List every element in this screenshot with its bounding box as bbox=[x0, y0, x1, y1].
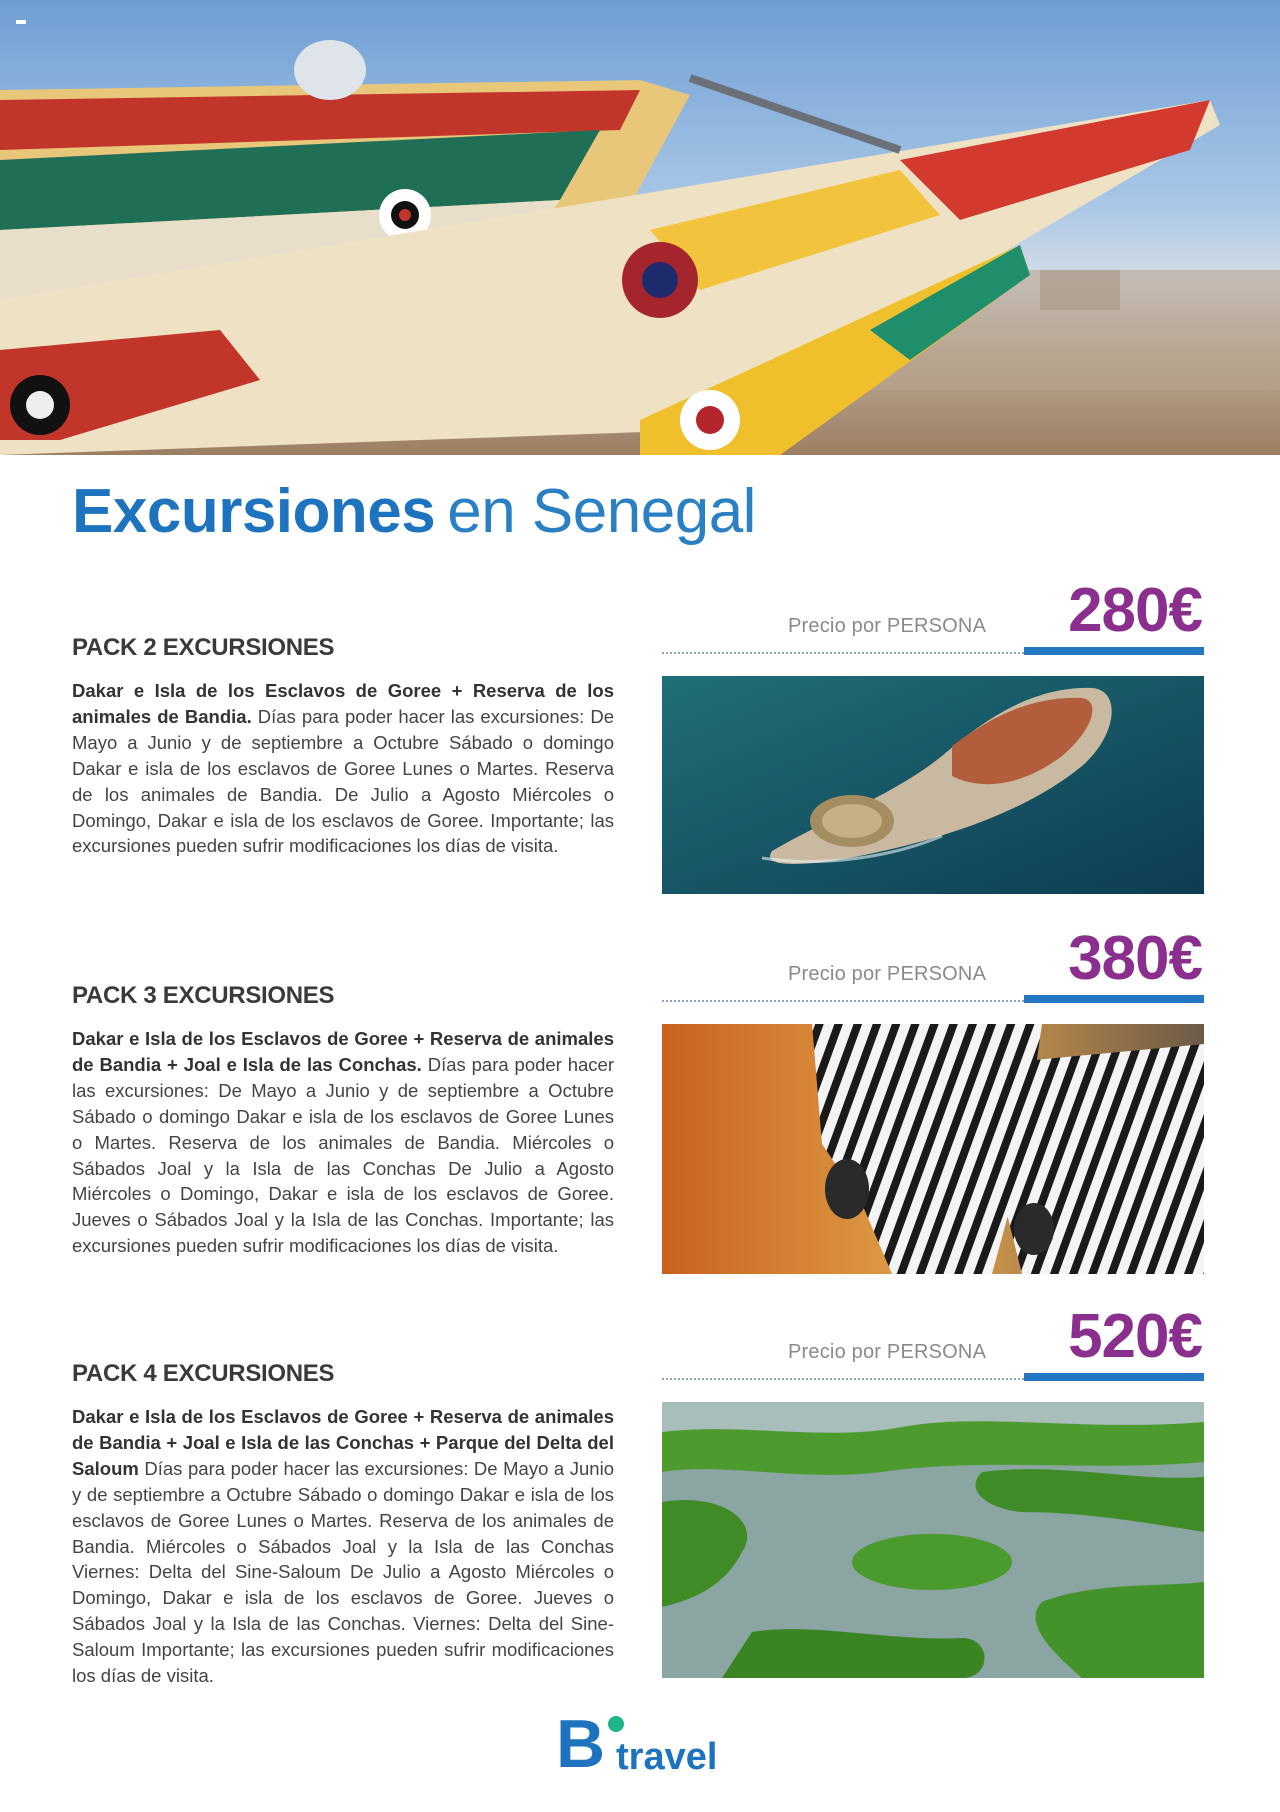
title-bold: Excursiones bbox=[72, 477, 436, 546]
pack-heading: PACK 2 EXCURSIONES bbox=[72, 634, 335, 661]
saloum-delta-photo bbox=[662, 1402, 1204, 1678]
btravel-logo bbox=[556, 1706, 736, 1790]
dotted-rule bbox=[662, 1000, 1024, 1002]
price-bar bbox=[1024, 1373, 1204, 1381]
pack-description bbox=[72, 1404, 614, 1689]
pack-body: Días para poder hacer las excursiones: De Mayo a Junio y de septiembre a Octubre Sábado o domingo Dakar e isla de los esclavos de Goree Lunes o Martes. Reserva de los animales de Bandia. Miércoles o Sábados Joal y la Isla de las Conchas Viernes: Delta del Sine-Saloum De Julio a Agosto Miércoles o Domingo, Dakar e isla de los esclavos de Goree. Jueves o Sábados Joal y la Isla de las Conchas. Viernes: Delta del Sine-Saloum Importante; las excursiones pueden sufrir modificaciones los días de visita. bbox=[72, 1457, 614, 1687]
page-title bbox=[72, 478, 756, 546]
pack-heading: PACK 3 EXCURSIONES bbox=[72, 982, 335, 1009]
logo-word: travel bbox=[616, 1736, 718, 1778]
price-bar bbox=[1024, 647, 1204, 655]
price-label: Precio por PERSONA bbox=[788, 963, 987, 985]
logo-dot bbox=[608, 1716, 624, 1732]
logo-letter: B bbox=[556, 1706, 604, 1782]
goree-island-photo bbox=[662, 676, 1204, 894]
corner-mark bbox=[16, 20, 26, 24]
pack-description bbox=[72, 678, 614, 859]
pack-highlight: Dakar e Isla de los Esclavos de Goree + Reserva de animales de Bandia + Joal e Isla de las Conchas + Parque del Delta del Saloum bbox=[72, 1406, 614, 1479]
price-row-pack-2 bbox=[662, 574, 1204, 654]
pack-description bbox=[72, 1026, 614, 1259]
zebras-photo bbox=[662, 1024, 1204, 1274]
pack-3 bbox=[72, 982, 614, 1259]
pack-body: Días para poder hacer las excursiones: De Mayo a Junio y de septiembre a Octubre Sábado o domingo Dakar e isla de los esclavos de Goree Lunes o Martes. Reserva de los animales de Bandia. Miércoles o Sábados Joal y la Isla de las Conchas De Julio a Agosto Miércoles o Domingo, Dakar e isla de los esclavos de Goree. Jueves o Sábados Joal y la Isla de las Conchas. Importante; las excursiones pueden sufrir modificaciones los días de visita. bbox=[72, 1053, 614, 1257]
price-amount: 280€ bbox=[1068, 576, 1202, 645]
hero-boats-image bbox=[0, 0, 1280, 455]
dotted-rule bbox=[662, 652, 1024, 654]
pack-2 bbox=[72, 634, 614, 859]
price-row-pack-4 bbox=[662, 1300, 1204, 1380]
price-label: Precio por PERSONA bbox=[788, 1341, 987, 1363]
pack-highlight: Dakar e Isla de los Esclavos de Goree + Reserva de los animales de Bandia. bbox=[72, 680, 614, 727]
price-label: Precio por PERSONA bbox=[788, 615, 987, 637]
pack-body: Días para poder hacer las excursiones: De Mayo a Junio y de septiembre a Octubre Sábado o domingo Dakar e isla de los esclavos de Goree Lunes o Martes. Reserva de los animales de Bandia. De Julio a Agosto Miércoles o Domingo, Dakar e isla de los esclavos de Goree. Importante; las excursiones pueden sufrir modificaciones los días de visita. bbox=[72, 705, 615, 857]
price-amount: 520€ bbox=[1068, 1302, 1202, 1371]
pack-highlight: Dakar e Isla de los Esclavos de Goree + Reserva de animales de Bandia + Joal e Isla de las Conchas. bbox=[72, 1028, 614, 1075]
pack-4 bbox=[72, 1360, 614, 1689]
price-amount: 380€ bbox=[1068, 924, 1202, 993]
title-light: en Senegal bbox=[447, 477, 756, 546]
boats-illustration bbox=[0, 0, 1280, 455]
price-bar bbox=[1024, 995, 1204, 1003]
pack-heading: PACK 4 EXCURSIONES bbox=[72, 1360, 335, 1387]
dotted-rule bbox=[662, 1378, 1024, 1380]
price-row-pack-3 bbox=[662, 922, 1204, 1002]
